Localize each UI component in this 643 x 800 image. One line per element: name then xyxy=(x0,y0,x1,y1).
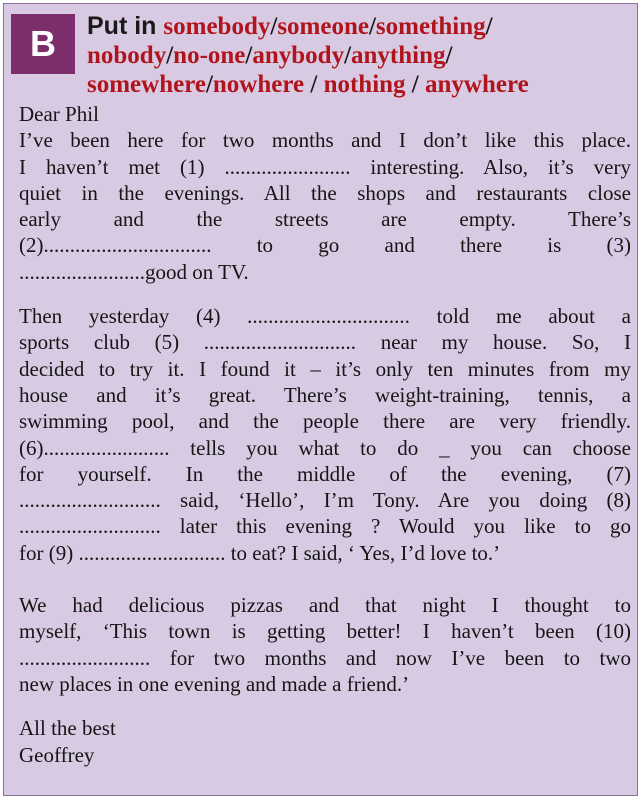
letter-line: swimming pool, and the people there are very friendly. xyxy=(19,409,631,434)
letter-line: ........................... said, ‘Hello’, I’m Tony. Are you doing (8) xyxy=(19,488,631,513)
letter-line: myself, ‘This town is getting better! I haven’t been (10) xyxy=(19,619,631,644)
letter-closing: All the best xyxy=(19,716,116,741)
letter-line: decided to try it. I found it – it’s only ten minutes from my xyxy=(19,356,631,381)
paragraph-2 xyxy=(19,303,631,566)
word-option: somebody xyxy=(163,13,271,40)
paragraph-3 xyxy=(19,592,631,697)
word-option: anybody xyxy=(252,42,345,69)
letter-line: I’ve been here for two months and I don’t like this place. xyxy=(19,128,631,153)
letter-line: quiet in the evenings. All the shops and restaurants close xyxy=(19,180,631,205)
word-option: nothing xyxy=(323,71,406,98)
paragraph-gap xyxy=(19,285,631,303)
word-option: anywhere xyxy=(425,71,529,98)
letter-line: ......................... for two months and now I’ve been to two xyxy=(19,645,631,670)
instruction-heading: Put in somebody/someone/something/ nobody/no-one/anybody/anything/ somewhere/nowhere / nothing / anywhere xyxy=(87,12,529,98)
letter-line: I haven’t met (1) ........................ interesting. Also, it’s very xyxy=(19,154,631,179)
section-letter: B xyxy=(30,23,56,64)
letter-line: We had delicious pizzas and that night I thought to xyxy=(19,593,631,618)
letter-line: ........................... later this evening ? Would you like to go xyxy=(19,514,631,539)
letter-line: Then yesterday (4) ............................... told me about a xyxy=(19,304,631,329)
word-option: someone xyxy=(277,13,369,40)
paragraph-gap xyxy=(19,566,631,592)
word-option: no-one xyxy=(173,42,246,69)
word-option: something xyxy=(375,13,486,40)
word-option: nobody xyxy=(87,42,167,69)
word-option: anything xyxy=(351,42,446,69)
letter-line: sports club (5) ............................. near my house. So, I xyxy=(19,330,631,355)
instruction-lead: Put in xyxy=(87,12,157,40)
word-option: nowhere xyxy=(212,71,305,98)
letter-signature: Geoffrey xyxy=(19,742,95,767)
letter-line: for (9) ............................ to eat? I said, ‘ Yes, I’d love to.’ xyxy=(19,540,501,565)
letter-body xyxy=(19,101,631,768)
letter-line: new places in one evening and made a friend.’ xyxy=(19,671,410,696)
exercise-panel xyxy=(3,3,638,796)
paragraph-1 xyxy=(19,127,631,285)
letter-line: house and it’s great. There’s weight-training, tennis, a xyxy=(19,382,631,407)
paragraph-gap xyxy=(19,697,631,715)
letter-greeting: Dear Phil xyxy=(19,102,99,126)
letter-line: early and the streets are empty. There’s xyxy=(19,207,631,232)
letter-line: for yourself. In the middle of the evening, (7) xyxy=(19,461,631,486)
letter-line: ........................good on TV. xyxy=(19,259,249,284)
word-option: somewhere xyxy=(87,71,206,98)
letter-line: (2)................................ to go and there is (3) xyxy=(19,233,631,258)
letter-line: (6)........................ tells you what to do _ you can choose xyxy=(19,435,631,460)
section-badge xyxy=(11,14,75,74)
